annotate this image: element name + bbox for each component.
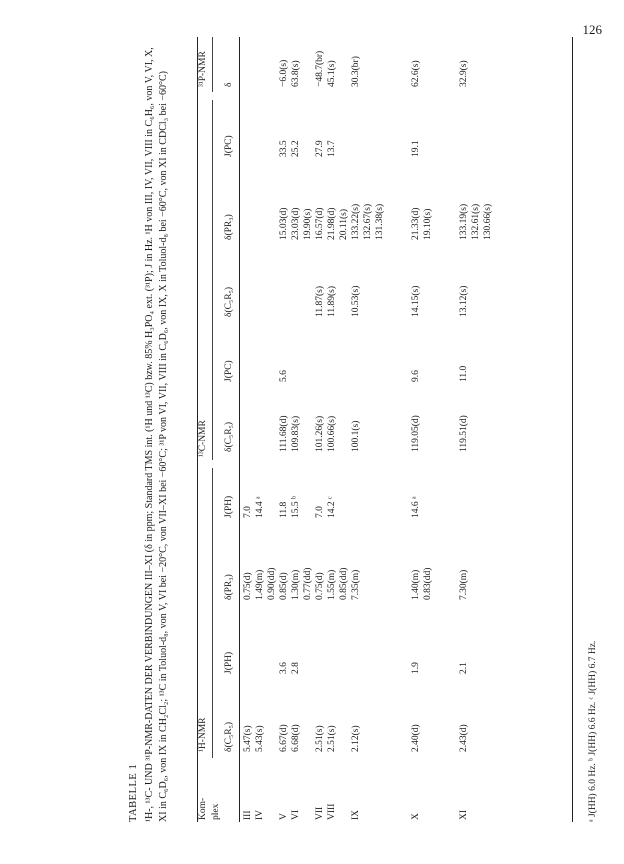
- table-cell-h-cp: 2.12(s): [351, 725, 361, 752]
- subrule-1h: [212, 468, 213, 758]
- table-cell-c-pr3: 132.61(s): [471, 203, 481, 240]
- table-cell-c-cr: 11.89(s): [327, 285, 337, 317]
- table-cell-c-pr3: 133.22(s): [351, 203, 361, 240]
- table-cell-h-jph: 3.6: [279, 662, 289, 674]
- rotated-table-block: [128, 22, 608, 822]
- table-cell-c-pr3: 19.90(s): [303, 208, 313, 240]
- group-header-31p: ³¹P-NMR: [198, 51, 208, 87]
- table-cell-p: 45.1(s): [327, 60, 337, 87]
- table-cell-h-cp: 6.67(d): [279, 724, 289, 752]
- table-cell-h-cp: 2.51(s): [315, 725, 325, 752]
- table-cell-p: −48.7(br): [315, 50, 325, 87]
- col-header-c-jpc: J(PC): [224, 360, 234, 382]
- col-header-c-cp: δ(C₅R₅): [224, 421, 234, 452]
- col-header-c-cr: δ(C₅R₅): [224, 286, 234, 317]
- table-cell-h-pr3: 7.30(m): [459, 569, 469, 600]
- table-cell-c-pr3: 15.03(d): [279, 207, 289, 240]
- table-cell-c-pr3: 130.66(s): [483, 203, 493, 240]
- table-cell-h-jph2: 14.4 ᵃ: [255, 496, 265, 518]
- table-cell-c-pr3: 21.98(d): [327, 207, 337, 240]
- table-cell-p: 30.3(br): [351, 56, 361, 87]
- table-cell-c-cp: 111.68(d): [279, 415, 289, 452]
- table-cell-complex: VI: [291, 809, 301, 820]
- table-cell-c-pr3: 20.11(s): [339, 208, 349, 240]
- table-cell-h-pr3: 1.40(m): [411, 569, 421, 600]
- table-cell-h-pr3: 0.85(dd): [339, 567, 349, 600]
- table-label: TABELLE 1: [128, 763, 139, 822]
- table-cell-c-cr: 11.87(s): [315, 285, 325, 317]
- subrule-13c: [212, 100, 213, 460]
- table-cell-h-jph: 1.9: [411, 662, 421, 674]
- table-cell-p: 32.9(s): [459, 60, 469, 87]
- table-cell-h-jph2: 7.0: [315, 506, 325, 518]
- table-cell-complex: IV: [255, 809, 265, 820]
- col-header-complex-2: plex: [211, 803, 221, 820]
- table-cell-p: 63.8(s): [291, 60, 301, 87]
- col-header-h-jph2: J(PH): [224, 495, 234, 518]
- table-cell-h-pr3: 0.83(dd): [423, 567, 433, 600]
- table-cell-p: 62.6(s): [411, 60, 421, 87]
- table-cell-c-cp: 100.1(s): [351, 420, 361, 452]
- col-header-c-jpc2: J(PC): [224, 135, 234, 157]
- table-cell-h-jph: 2.1: [459, 662, 469, 674]
- table-cell-c-cp: 101.26(s): [315, 415, 325, 452]
- table-cell-h-pr3: 1.30(m): [291, 569, 301, 600]
- table-cell-h-cp: 5.47(s): [243, 725, 253, 752]
- col-header-h-cp: δ(C₅R₅): [224, 721, 234, 752]
- table-cell-c-cr: 14.15(s): [411, 285, 421, 317]
- table-cell-c-cp: 100.66(s): [327, 415, 337, 452]
- table-cell-h-jph2: 15.5 ᵇ: [291, 496, 301, 518]
- table-cell-h-jph2: 14.6 ᵃ: [411, 496, 421, 518]
- table-cell-c-pr3: 132.67(s): [363, 203, 373, 240]
- table-cell-c-pr3: 19.10(s): [423, 208, 433, 240]
- table-cell-complex: XI: [459, 809, 469, 820]
- table-cell-complex: IX: [351, 809, 361, 820]
- table-cell-p: −6.0(s): [279, 59, 289, 87]
- table-cell-h-pr3: 0.85(d): [279, 572, 289, 600]
- table-cell-h-jph2: 11.8: [279, 501, 289, 518]
- table-cell-h-pr3: 1.49(m): [255, 569, 265, 600]
- col-header-h-pr3: δ(PR₃): [224, 574, 234, 600]
- table-cell-c-cp: 119.05(d): [411, 415, 421, 452]
- table-cell-c-jpc: 11.0: [459, 365, 469, 382]
- table-cell-h-pr3: 0.90(dd): [267, 567, 277, 600]
- table-cell-c-pr3: 16.57(d): [315, 207, 325, 240]
- table-cell-h-pr3: 0.75(d): [315, 572, 325, 600]
- table-cell-h-cp: 2.43(d): [459, 724, 469, 752]
- table-cell-c-cp: 119.51(d): [459, 415, 469, 452]
- table-cell-h-cp: 2.51(s): [327, 725, 337, 752]
- table-cell-h-pr3: 1.55(m): [327, 569, 337, 600]
- table-cell-complex: III: [243, 810, 253, 820]
- group-header-1h: ¹H-NMR: [198, 717, 208, 752]
- table-cell-h-cp: 2.40(d): [411, 724, 421, 752]
- table-cell-complex: VII: [315, 806, 325, 820]
- table-cell-h-jph2: 14.2 ᶜ: [327, 496, 337, 518]
- table-cell-complex: VIII: [327, 803, 337, 820]
- table-cell-c-pr3: 131.38(s): [375, 203, 385, 240]
- table-cell-h-jph2: 7.0: [243, 506, 253, 518]
- table-header-rule: [239, 37, 240, 822]
- col-header-p-delta: δ: [224, 82, 234, 87]
- table-footnote: ᵃ J(HH) 6.0 Hz. ᵇ J(HH) 6.6 Hz. ᶜ J(HH) 6.7 Hz.: [588, 640, 598, 822]
- table-cell-c-pr3: 21.33(d): [411, 207, 421, 240]
- table-cell-complex: X: [411, 813, 421, 820]
- table-cell-c-cr: 10.53(s): [351, 285, 361, 317]
- table-cell-h-pr3: 0.75(d): [243, 572, 253, 600]
- table-cell-h-cp: 6.68(d): [291, 724, 301, 752]
- table-bottom-rule: [572, 37, 573, 822]
- table-cell-c-jpc2: 33.5: [279, 140, 289, 157]
- table-cell-c-jpc2: 25.2: [291, 140, 301, 157]
- subrule-31p: [212, 37, 213, 92]
- table-cell-c-jpc2: 27.9: [315, 140, 325, 157]
- group-header-13c: ¹³C-NMR: [198, 420, 208, 457]
- table-cell-c-jpc2: 19.1: [411, 140, 421, 157]
- col-header-h-jph: J(PH): [224, 651, 234, 674]
- table-cell-h-pr3: 0.77(dd): [303, 567, 313, 600]
- table-cell-c-cp: 109.83(s): [291, 415, 301, 452]
- table-cell-h-cp: 5.43(s): [255, 725, 265, 752]
- page-number: 126: [582, 22, 602, 37]
- col-header-c-pr3: δ(PR₃): [224, 214, 234, 240]
- table-cell-c-jpc2: 13.7: [327, 140, 337, 157]
- table-cell-h-jph: 2.8: [291, 662, 301, 674]
- table-cell-c-jpc: 5.6: [279, 370, 289, 382]
- table-cell-c-jpc: 9.6: [411, 370, 421, 382]
- table-cell-complex: V: [279, 813, 289, 820]
- table-cell-h-pr3: 7.35(m): [351, 569, 361, 600]
- table-cell-c-pr3: 133.19(s): [459, 203, 469, 240]
- table-caption: ¹H-, ¹³C- UND ³¹P-NMR-DATEN DER VERBINDUNGEN III–XI (δ in ppm; Standard TMS int. (¹H und ¹³C) bzw. 85% H₃PO₄ ext. (³¹P); J in Hz. ¹H von III, IV, VII, VIII in C₆H₆, von V, VI, X, XI in C₆D₆, von IX in CH₂Cl₂; ¹³C in Toluol-d₈, von V, VI bei −20°C, von VII–XI bei −60°C; ³¹P von VI, VII, VIII in C₆D₆, von IX, X in Toluol-d₈ bei −60°C, von XI in CDCl₃ bei −60°C): [144, 47, 169, 822]
- col-header-complex-1: Kom-: [198, 797, 208, 820]
- table-cell-c-pr3: 23.03(d): [291, 207, 301, 240]
- table-cell-c-cr: 13.12(s): [459, 285, 469, 317]
